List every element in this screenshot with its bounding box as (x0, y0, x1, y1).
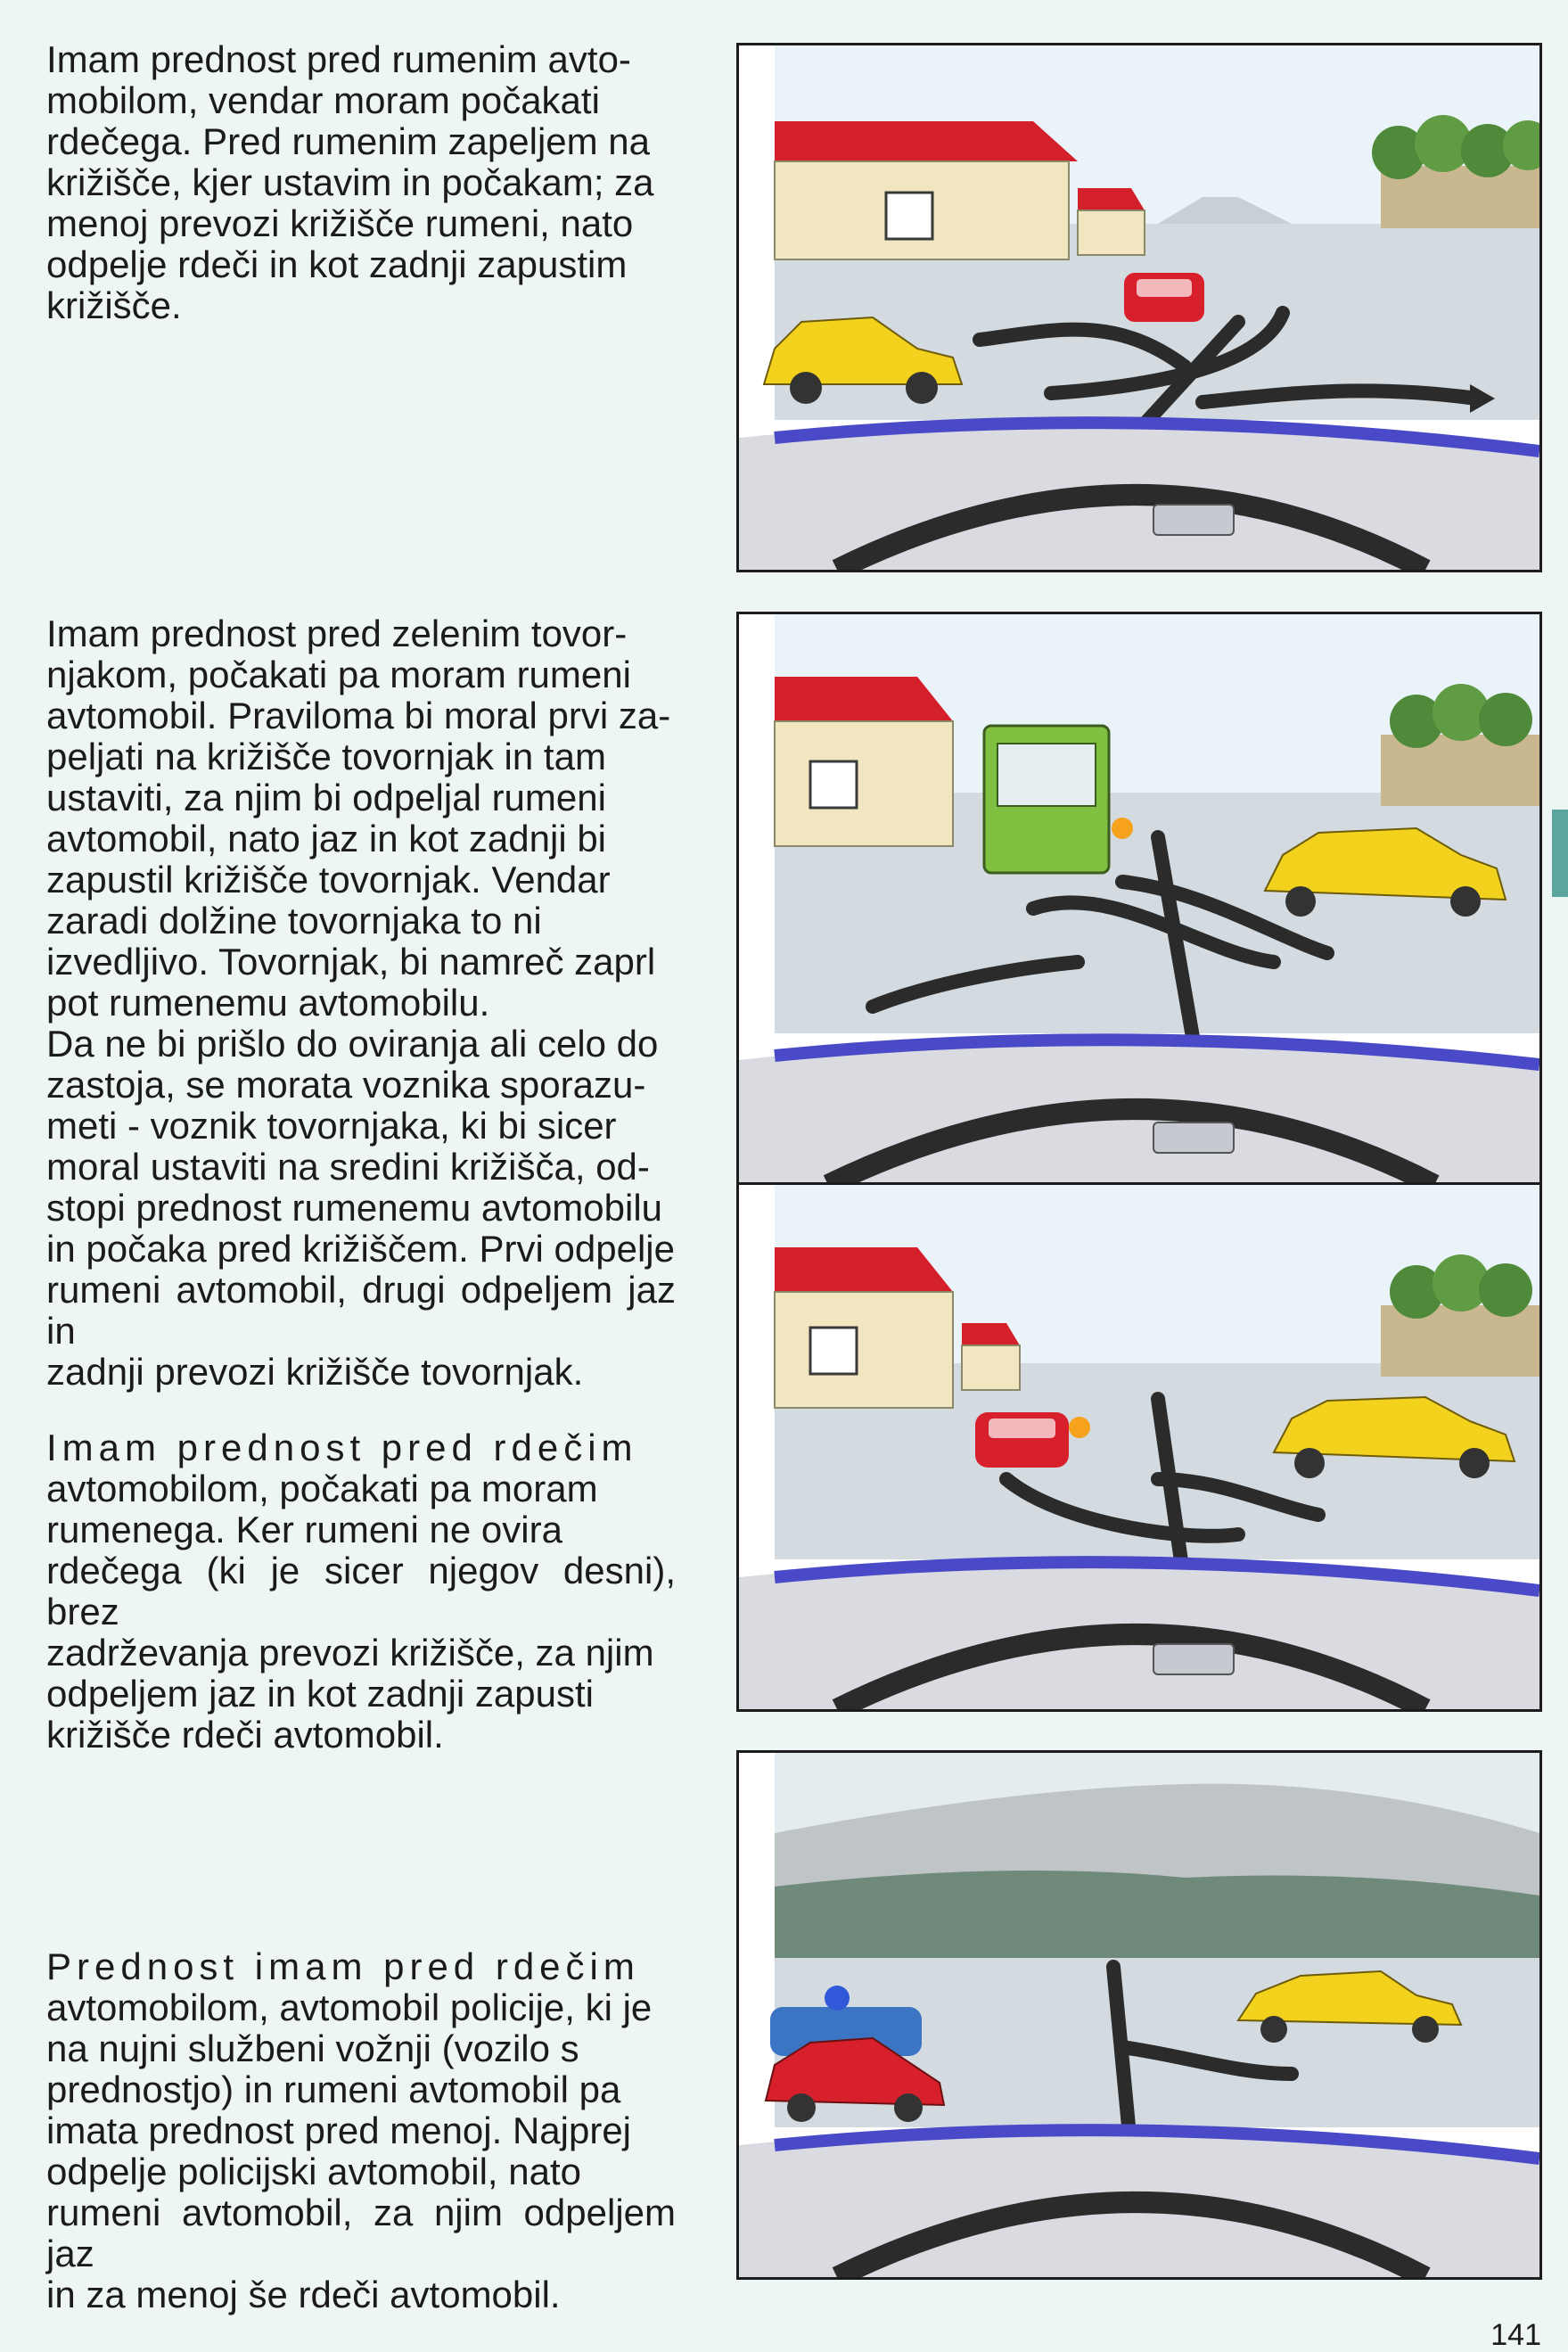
text-line: stopi prednost rumenemu avtomobilu (46, 1187, 663, 1229)
text-line: izvedljivo. Tovornjak, bi namreč zaprl (46, 941, 656, 983)
page-number: 141 (1490, 2318, 1541, 2352)
text-line: mobilom, vendar moram počakati (46, 79, 600, 121)
text-line: avtomobilom, počakati pa moram (46, 1468, 598, 1509)
text-line: avtomobil, nato jaz in kot zadnji bi (46, 818, 607, 859)
text-line: in za menoj še rdeči avtomobil. (46, 2274, 561, 2315)
text-line: Imam prednost pred rdečim (46, 1427, 638, 1468)
text-line: odpelje policijski avtomobil, nato (46, 2151, 581, 2192)
text-line: imata prednost pred menoj. Najprej (46, 2109, 632, 2151)
illustration-intersection-2 (736, 612, 1542, 1188)
text-line: rdečega (ki je sicer njegov desni), brez (46, 1550, 676, 1632)
text-line: zastoja, se morata voznika sporazu- (46, 1064, 646, 1106)
text-line: njakom, počakati pa moram rumeni (46, 654, 631, 695)
intersection-scene-3 (739, 1185, 1539, 1709)
text-line: in počaka pred križiščem. Prvi odpelje (46, 1228, 675, 1270)
text-line: na nujni službeni vožnji (vozilo s (46, 2027, 579, 2069)
text-line: zadrževanja prevozi križišče, za njim (46, 1632, 654, 1674)
text-line: zapustil križišče tovornjak. Vendar (46, 859, 611, 901)
text-line: prednostjo) in rumeni avtomobil pa (46, 2068, 621, 2110)
text-line: pot rumenemu avtomobilu. (46, 982, 490, 1024)
text-line: križišče. (46, 284, 182, 326)
text-line: Imam prednost pred zelenim tovor- (46, 613, 628, 654)
paragraph-2 (46, 613, 676, 1393)
text-line: moral ustaviti na sredini križišča, od- (46, 1146, 650, 1188)
text-line: zaradi dolžine tovornjaka to ni (46, 900, 542, 942)
intersection-scene-4 (739, 1753, 1539, 2277)
text-line: Da ne bi prišlo do oviranja ali celo do (46, 1023, 659, 1065)
illustration-intersection-1 (736, 43, 1542, 572)
chapter-edge-tab (1552, 810, 1568, 897)
text-line: meti - voznik tovornjaka, ki bi sicer (46, 1105, 617, 1147)
text-line: avtomobilom, avtomobil policije, ki je (46, 1986, 653, 2028)
red-car-icon (1124, 273, 1204, 322)
text-line: zadnji prevozi križišče tovornjak. (46, 1351, 584, 1393)
text-line: rdečega. Pred rumenim zapeljem na (46, 120, 651, 162)
text-line: Prednost imam pred rdečim (46, 1945, 640, 1987)
text-line: rumeni avtomobil, za njim odpeljem jaz (46, 2192, 676, 2274)
text-line: ustaviti, za njim bi odpeljal rumeni (46, 777, 606, 818)
text-line: odpelje rdeči in kot zadnji zapustim (46, 243, 628, 285)
text-line: avtomobil. Praviloma bi moral prvi za- (46, 695, 671, 736)
illustration-intersection-4 (736, 1750, 1542, 2280)
paragraph-3 (46, 1427, 676, 1756)
text-line: odpeljem jaz in kot zadnji zapusti (46, 1673, 595, 1715)
intersection-scene-2 (739, 614, 1539, 1185)
text-line: rumeni avtomobil, drugi odpeljem jaz in (46, 1269, 676, 1352)
intersection-scene-1 (739, 45, 1539, 570)
house-icon (775, 677, 953, 846)
text-line: menoj prevozi križišče rumeni, nato (46, 202, 634, 244)
text-line: rumenega. Ker rumeni ne ovira (46, 1509, 562, 1550)
paragraph-4 (46, 1946, 676, 2315)
paragraph-1 (46, 39, 676, 326)
illustration-intersection-3 (736, 1182, 1542, 1712)
text-line: peljati na križišče tovornjak in tam (46, 736, 606, 777)
text-line: križišče rdeči avtomobil. (46, 1714, 444, 1756)
text-line: križišče, kjer ustavim in počakam; za (46, 161, 654, 203)
text-line: Imam prednost pred rumenim avto- (46, 38, 631, 80)
